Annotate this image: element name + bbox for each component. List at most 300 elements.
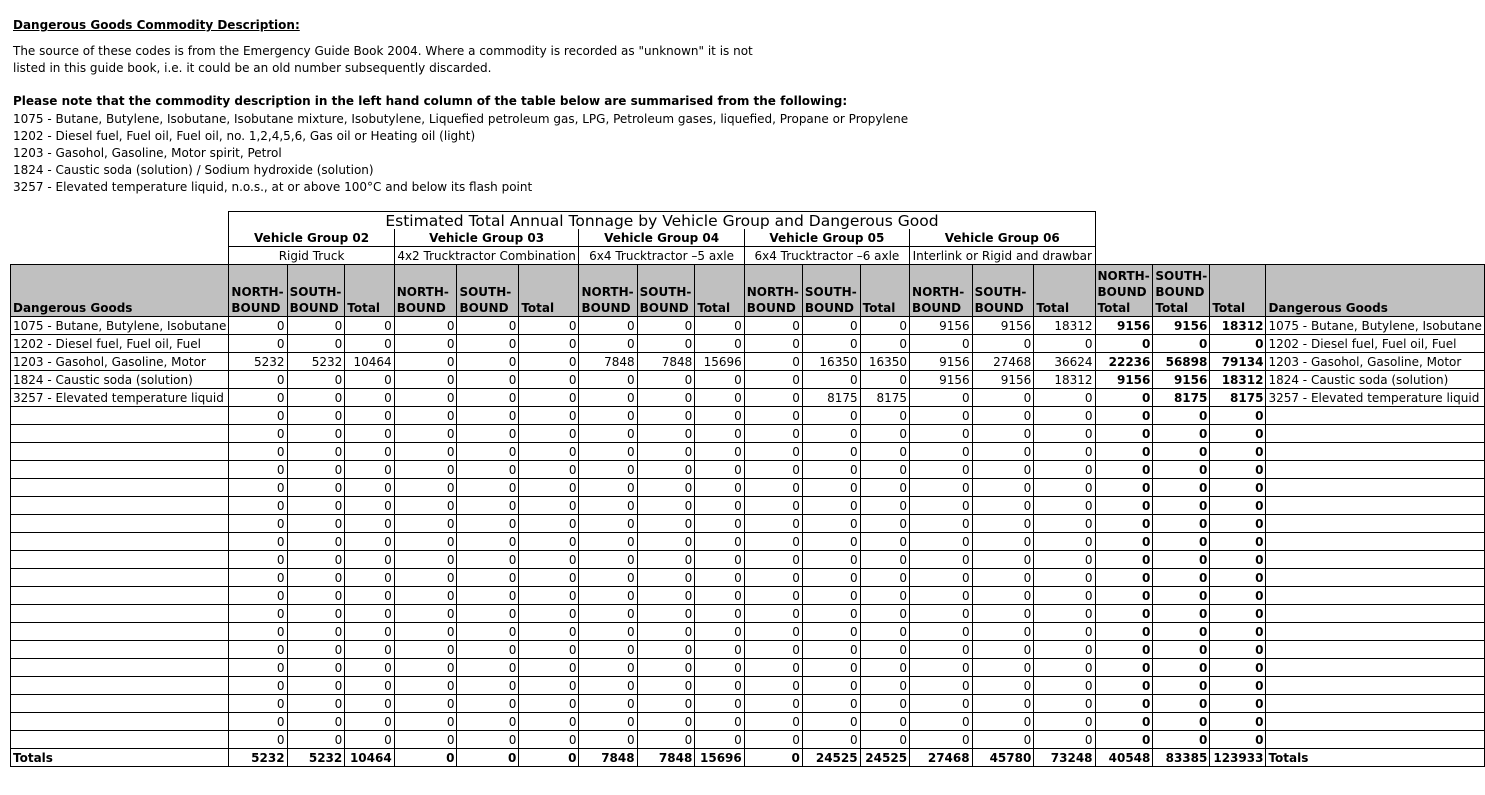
value-cell: 0 (860, 695, 909, 713)
value-cell: 0 (910, 479, 973, 497)
value-cell: 0 (802, 335, 860, 353)
value-cell: 0 (802, 569, 860, 587)
value-cell: 0 (579, 587, 637, 605)
value-cell: 0 (1034, 695, 1095, 713)
table-row (11, 587, 1485, 605)
summary-total-cell: 0 (1210, 461, 1266, 479)
row-label (11, 659, 229, 677)
vehicle-group-type: Interlink or Rigid and drawbar (910, 247, 1095, 265)
vehicle-group-name: Vehicle Group 06 (910, 229, 1095, 247)
summary-total-cell: 0 (1095, 731, 1153, 749)
value-cell: 5232 (287, 353, 345, 371)
value-cell: 0 (744, 515, 802, 533)
value-cell: 0 (457, 623, 519, 641)
vehicle-group-name: Vehicle Group 05 (744, 229, 909, 247)
value-cell: 0 (972, 497, 1034, 515)
table-row (11, 317, 1485, 335)
row-label (11, 479, 229, 497)
value-cell: 0 (287, 533, 345, 551)
value-cell: 0 (394, 731, 457, 749)
value-cell: 0 (695, 389, 744, 407)
value-cell: 0 (695, 425, 744, 443)
value-cell: 0 (579, 569, 637, 587)
value-cell: 0 (860, 677, 909, 695)
value-cell: 0 (579, 335, 637, 353)
col-total: Total (695, 265, 744, 317)
summary-total-cell: 83385 (1153, 749, 1210, 767)
value-cell: 0 (229, 461, 287, 479)
col-southbound: SOUTH-BOUND (287, 265, 345, 317)
row-label (11, 641, 229, 659)
value-cell: 0 (457, 731, 519, 749)
value-cell: 0 (910, 335, 973, 353)
col-total: Total (519, 265, 579, 317)
summary-total-cell: 0 (1095, 551, 1153, 569)
value-cell: 0 (229, 533, 287, 551)
value-cell: 0 (744, 587, 802, 605)
value-cell: 0 (802, 695, 860, 713)
value-cell: 0 (345, 659, 394, 677)
value-cell: 0 (229, 515, 287, 533)
row-label-right (1266, 659, 1485, 677)
value-cell: 0 (972, 461, 1034, 479)
value-cell: 0 (394, 749, 457, 767)
column-header-row (11, 265, 1485, 317)
value-cell: 0 (744, 731, 802, 749)
summary-total-cell: 8175 (1210, 389, 1266, 407)
row-label (11, 731, 229, 749)
value-cell: 0 (860, 587, 909, 605)
value-cell: 0 (860, 623, 909, 641)
value-cell: 0 (637, 551, 695, 569)
col-dangerous-goods-right: Dangerous Goods (1266, 265, 1485, 317)
value-cell: 10464 (345, 749, 394, 767)
value-cell: 0 (579, 677, 637, 695)
value-cell: 0 (394, 659, 457, 677)
summary-total-cell: 0 (1210, 569, 1266, 587)
value-cell: 0 (860, 515, 909, 533)
value-cell: 9156 (910, 317, 973, 335)
value-cell: 0 (519, 623, 579, 641)
summary-total-cell: 0 (1210, 605, 1266, 623)
value-cell: 0 (637, 695, 695, 713)
col-southbound-total: SOUTH-BOUND Total (1153, 265, 1210, 317)
value-cell: 0 (519, 479, 579, 497)
summary-total-cell: 0 (1153, 677, 1210, 695)
value-cell: 0 (345, 605, 394, 623)
value-cell: 0 (637, 425, 695, 443)
value-cell: 0 (860, 335, 909, 353)
value-cell: 0 (457, 497, 519, 515)
value-cell: 0 (744, 569, 802, 587)
value-cell: 0 (345, 425, 394, 443)
value-cell: 0 (744, 317, 802, 335)
vehicle-group-type: 6x4 Trucktractor –5 axle (579, 247, 744, 265)
vehicle-group-type: 6x4 Trucktractor –6 axle (744, 247, 909, 265)
value-cell: 0 (579, 623, 637, 641)
value-cell: 0 (345, 551, 394, 569)
row-label (11, 677, 229, 695)
col-northbound: NORTH-BOUND (910, 265, 973, 317)
value-cell: 0 (519, 587, 579, 605)
value-cell: 0 (860, 425, 909, 443)
row-label-right: 3257 - Elevated temperature liquid (1266, 389, 1485, 407)
summary-total-cell: 0 (1153, 713, 1210, 731)
value-cell: 0 (579, 533, 637, 551)
value-cell: 0 (695, 335, 744, 353)
value-cell: 0 (579, 479, 637, 497)
value-cell: 0 (1034, 659, 1095, 677)
table-row (11, 461, 1485, 479)
value-cell: 0 (972, 605, 1034, 623)
summary-total-cell: 0 (1095, 713, 1153, 731)
col-northbound: NORTH-BOUND (744, 265, 802, 317)
summary-total-cell: 0 (1095, 425, 1153, 443)
value-cell: 0 (394, 497, 457, 515)
summary-total-cell: 0 (1210, 335, 1266, 353)
value-cell: 0 (802, 677, 860, 695)
value-cell: 0 (744, 353, 802, 371)
summary-total-cell: 40548 (1095, 749, 1153, 767)
value-cell: 0 (1034, 479, 1095, 497)
value-cell: 0 (287, 461, 345, 479)
value-cell: 0 (345, 677, 394, 695)
col-northbound: NORTH-BOUND (229, 265, 287, 317)
value-cell: 0 (287, 713, 345, 731)
summary-total-cell: 0 (1210, 551, 1266, 569)
value-cell: 0 (519, 677, 579, 695)
summary-total-cell: 0 (1153, 623, 1210, 641)
summary-total-cell: 0 (1210, 425, 1266, 443)
table-row (11, 731, 1485, 749)
value-cell: 0 (345, 443, 394, 461)
value-cell: 0 (910, 497, 973, 515)
value-cell: 0 (860, 317, 909, 335)
summary-total-cell: 9156 (1153, 317, 1210, 335)
value-cell: 0 (802, 515, 860, 533)
value-cell: 0 (394, 407, 457, 425)
value-cell: 0 (860, 731, 909, 749)
value-cell: 0 (695, 371, 744, 389)
value-cell: 0 (695, 641, 744, 659)
value-cell: 0 (579, 695, 637, 713)
value-cell: 0 (910, 515, 973, 533)
value-cell: 0 (637, 407, 695, 425)
value-cell: 0 (910, 677, 973, 695)
table-row (11, 533, 1485, 551)
value-cell: 0 (457, 353, 519, 371)
value-cell: 0 (287, 569, 345, 587)
code-line: 1202 - Diesel fuel, Fuel oil, Fuel oil, no. 1,2,4,5,6, Gas oil or Heating oil (light) (13, 129, 476, 143)
summary-total-cell: 0 (1095, 335, 1153, 353)
value-cell: 16350 (802, 353, 860, 371)
summary-total-cell: 9156 (1153, 371, 1210, 389)
col-southbound: SOUTH-BOUND (972, 265, 1034, 317)
value-cell: 7848 (579, 353, 637, 371)
value-cell: 0 (860, 605, 909, 623)
value-cell: 0 (744, 551, 802, 569)
value-cell: 0 (579, 515, 637, 533)
value-cell: 0 (695, 551, 744, 569)
value-cell: 0 (229, 425, 287, 443)
value-cell: 0 (1034, 605, 1095, 623)
value-cell: 0 (345, 641, 394, 659)
value-cell: 0 (695, 533, 744, 551)
summary-total-cell: 0 (1095, 515, 1153, 533)
value-cell: 0 (229, 587, 287, 605)
value-cell: 0 (744, 533, 802, 551)
value-cell: 0 (695, 659, 744, 677)
summary-total-cell: 0 (1153, 479, 1210, 497)
value-cell: 0 (802, 659, 860, 677)
value-cell: 0 (287, 659, 345, 677)
value-cell: 0 (394, 713, 457, 731)
value-cell: 0 (860, 533, 909, 551)
row-label (11, 551, 229, 569)
value-cell: 0 (229, 605, 287, 623)
source-paragraph-line-2: listed in this guide book, i.e. it could be an old number subsequently discarded. (13, 61, 492, 75)
col-total: Total (345, 265, 394, 317)
value-cell: 0 (229, 443, 287, 461)
table-row (11, 623, 1485, 641)
value-cell: 0 (910, 407, 973, 425)
value-cell: 0 (287, 587, 345, 605)
value-cell: 0 (457, 407, 519, 425)
summary-total-cell: 0 (1153, 641, 1210, 659)
summary-total-cell: 0 (1095, 479, 1153, 497)
value-cell: 0 (637, 659, 695, 677)
value-cell: 0 (345, 515, 394, 533)
row-label-right: Totals (1266, 749, 1485, 767)
table-row (11, 677, 1485, 695)
summary-total-cell: 0 (1153, 335, 1210, 353)
table-row (11, 425, 1485, 443)
value-cell: 0 (910, 659, 973, 677)
row-label (11, 443, 229, 461)
value-cell: 0 (345, 623, 394, 641)
value-cell: 0 (637, 479, 695, 497)
value-cell: 0 (637, 461, 695, 479)
row-label: Totals (11, 749, 229, 767)
value-cell: 0 (287, 551, 345, 569)
row-label-right (1266, 497, 1485, 515)
table-row (11, 713, 1485, 731)
value-cell: 0 (345, 569, 394, 587)
value-cell: 0 (457, 551, 519, 569)
value-cell: 0 (972, 443, 1034, 461)
value-cell: 8175 (802, 389, 860, 407)
table-row (11, 659, 1485, 677)
summary-total-cell: 0 (1095, 569, 1153, 587)
value-cell: 0 (519, 425, 579, 443)
value-cell: 0 (287, 695, 345, 713)
value-cell: 0 (637, 515, 695, 533)
code-line: 3257 - Elevated temperature liquid, n.o.s., at or above 100°C and below its flash point (13, 180, 533, 194)
row-label-right (1266, 713, 1485, 731)
value-cell: 0 (457, 659, 519, 677)
value-cell: 24525 (802, 749, 860, 767)
vehicle-group-name: Vehicle Group 03 (394, 229, 579, 247)
table-row (11, 407, 1485, 425)
row-label (11, 623, 229, 641)
value-cell: 0 (229, 407, 287, 425)
value-cell: 0 (860, 479, 909, 497)
value-cell: 0 (802, 623, 860, 641)
value-cell: 0 (287, 425, 345, 443)
value-cell: 0 (972, 533, 1034, 551)
value-cell: 0 (457, 533, 519, 551)
value-cell: 0 (744, 335, 802, 353)
value-cell: 0 (744, 425, 802, 443)
value-cell: 0 (910, 623, 973, 641)
row-label (11, 587, 229, 605)
value-cell: 0 (579, 425, 637, 443)
value-cell: 0 (579, 371, 637, 389)
value-cell: 16350 (860, 353, 909, 371)
value-cell: 0 (695, 497, 744, 515)
col-northbound: NORTH-BOUND (579, 265, 637, 317)
row-label-right (1266, 425, 1485, 443)
value-cell: 0 (744, 749, 802, 767)
summary-total-cell: 0 (1153, 407, 1210, 425)
value-cell: 0 (695, 587, 744, 605)
value-cell: 0 (972, 569, 1034, 587)
summary-total-cell: 18312 (1210, 317, 1266, 335)
value-cell: 73248 (1034, 749, 1095, 767)
value-cell: 0 (910, 731, 973, 749)
summary-total-cell: 123933 (1210, 749, 1266, 767)
row-label-right: 1202 - Diesel fuel, Fuel oil, Fuel (1266, 335, 1485, 353)
value-cell: 0 (519, 443, 579, 461)
summary-total-cell: 0 (1095, 389, 1153, 407)
value-cell: 0 (579, 659, 637, 677)
value-cell: 0 (972, 335, 1034, 353)
value-cell: 0 (287, 407, 345, 425)
value-cell: 0 (519, 569, 579, 587)
value-cell: 9156 (910, 353, 973, 371)
value-cell: 0 (972, 515, 1034, 533)
value-cell: 0 (744, 479, 802, 497)
value-cell: 0 (345, 461, 394, 479)
value-cell: 0 (394, 623, 457, 641)
value-cell: 0 (519, 515, 579, 533)
value-cell: 0 (972, 551, 1034, 569)
summary-total-cell: 0 (1210, 443, 1266, 461)
row-label-right (1266, 641, 1485, 659)
value-cell: 0 (1034, 533, 1095, 551)
col-northbound-total: NORTH-BOUND Total (1095, 265, 1153, 317)
table-row (11, 515, 1485, 533)
value-cell: 0 (860, 551, 909, 569)
group-sub-row (11, 247, 1485, 265)
value-cell: 0 (637, 443, 695, 461)
value-cell: 5232 (229, 353, 287, 371)
value-cell: 0 (910, 461, 973, 479)
value-cell: 0 (457, 389, 519, 407)
note-heading: Please note that the commodity description in the left hand column of the table below are summarised from the following: (13, 94, 848, 108)
value-cell: 0 (229, 641, 287, 659)
value-cell: 0 (860, 443, 909, 461)
col-dangerous-goods: Dangerous Goods (11, 265, 229, 317)
value-cell: 0 (972, 731, 1034, 749)
value-cell: 0 (1034, 569, 1095, 587)
row-label: 1203 - Gasohol, Gasoline, Motor (11, 353, 229, 371)
row-label-right: 1824 - Caustic soda (solution) (1266, 371, 1485, 389)
value-cell: 0 (345, 317, 394, 335)
row-label (11, 695, 229, 713)
summary-total-cell: 0 (1210, 533, 1266, 551)
summary-total-cell: 0 (1095, 587, 1153, 605)
value-cell: 0 (1034, 623, 1095, 641)
value-cell: 0 (457, 641, 519, 659)
totals-row (11, 749, 1485, 767)
value-cell: 0 (910, 605, 973, 623)
value-cell: 0 (744, 443, 802, 461)
value-cell: 0 (637, 677, 695, 695)
table-row (11, 389, 1485, 407)
value-cell: 0 (394, 335, 457, 353)
value-cell: 0 (744, 497, 802, 515)
table-row (11, 335, 1485, 353)
row-label-right (1266, 569, 1485, 587)
value-cell: 0 (744, 695, 802, 713)
value-cell: 0 (910, 551, 973, 569)
value-cell: 5232 (229, 749, 287, 767)
value-cell: 0 (345, 479, 394, 497)
summary-total-cell: 22236 (1095, 353, 1153, 371)
row-label-right (1266, 623, 1485, 641)
value-cell: 0 (802, 641, 860, 659)
value-cell: 0 (695, 623, 744, 641)
value-cell: 0 (519, 497, 579, 515)
value-cell: 0 (910, 533, 973, 551)
table-row (11, 605, 1485, 623)
col-southbound: SOUTH-BOUND (457, 265, 519, 317)
row-label (11, 713, 229, 731)
value-cell: 0 (519, 407, 579, 425)
summary-total-cell: 0 (1153, 731, 1210, 749)
row-label (11, 605, 229, 623)
value-cell: 0 (457, 371, 519, 389)
col-total: Total (1034, 265, 1095, 317)
value-cell: 0 (1034, 677, 1095, 695)
value-cell: 0 (744, 677, 802, 695)
summary-total-cell: 0 (1153, 425, 1210, 443)
value-cell: 0 (744, 641, 802, 659)
value-cell: 0 (802, 533, 860, 551)
value-cell: 0 (287, 641, 345, 659)
row-label (11, 569, 229, 587)
value-cell: 0 (457, 425, 519, 443)
value-cell: 0 (972, 641, 1034, 659)
table-row (11, 479, 1485, 497)
value-cell: 0 (394, 461, 457, 479)
value-cell: 0 (287, 479, 345, 497)
value-cell: 0 (1034, 461, 1095, 479)
row-label-right (1266, 551, 1485, 569)
value-cell: 0 (695, 479, 744, 497)
summary-total-cell: 0 (1095, 461, 1153, 479)
tonnage-table (10, 211, 1485, 767)
row-label-right: 1203 - Gasohol, Gasoline, Motor (1266, 353, 1485, 371)
col-southbound: SOUTH-BOUND (637, 265, 695, 317)
value-cell: 0 (457, 335, 519, 353)
value-cell: 0 (394, 641, 457, 659)
value-cell: 5232 (287, 749, 345, 767)
value-cell: 0 (519, 371, 579, 389)
value-cell: 0 (695, 731, 744, 749)
value-cell: 0 (229, 317, 287, 335)
